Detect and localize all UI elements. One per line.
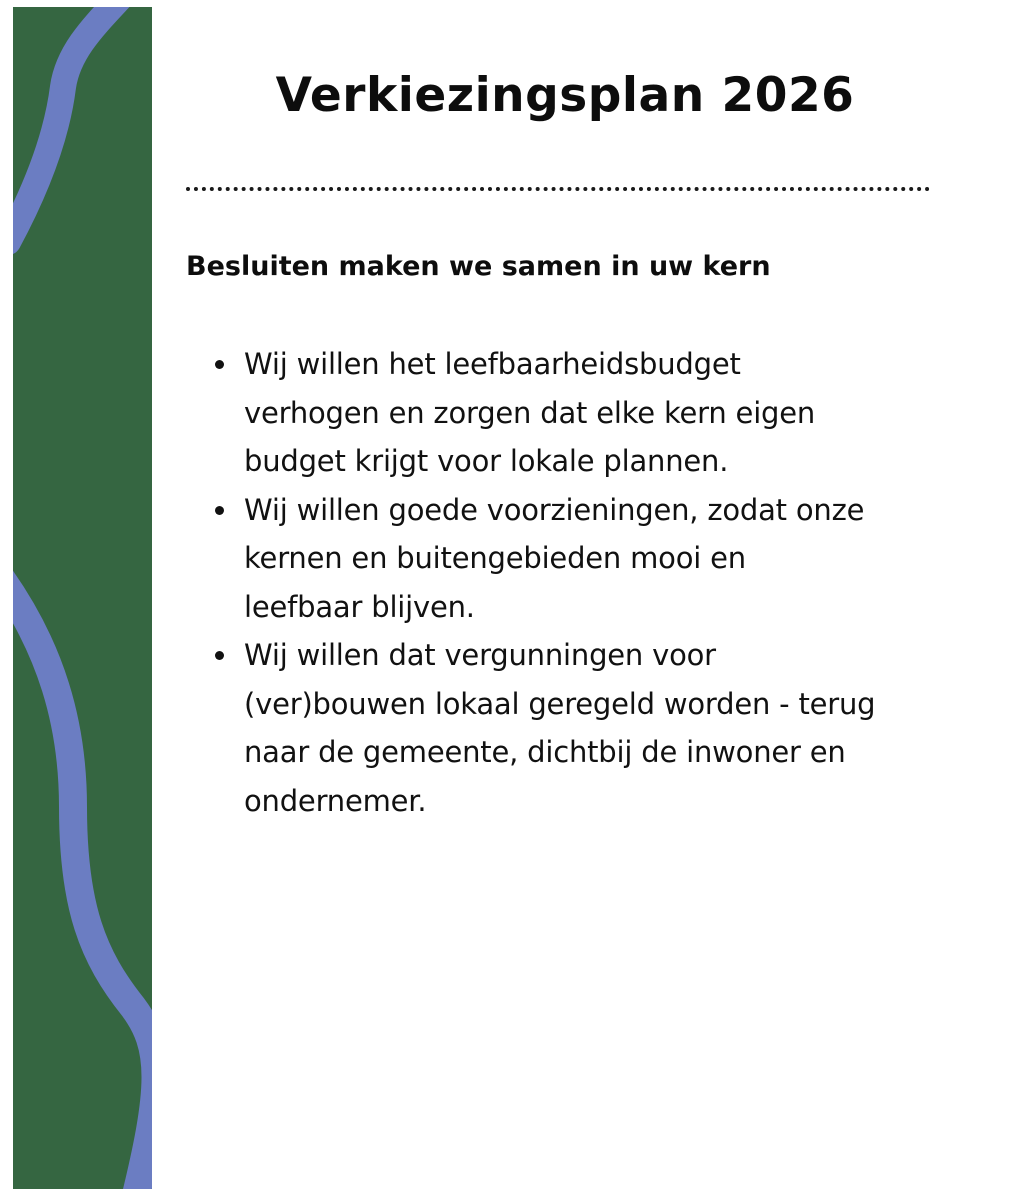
bullet-icon: [215, 651, 224, 660]
bullet-icon: [215, 360, 224, 369]
list-item-line: Wij willen dat vergunningen voor: [244, 638, 716, 672]
bullet-list: [244, 340, 964, 825]
list-item: [244, 486, 964, 632]
list-item-line: Wij willen het leefbaarheidsbudget: [244, 347, 741, 381]
list-item-line: verhogen en zorgen dat elke kern eigen: [244, 395, 816, 430]
section-subtitle: Besluiten maken we samen in uw kern: [186, 251, 771, 282]
list-item-line: ondernemer.: [244, 783, 427, 818]
list-item: [244, 340, 964, 486]
bullet-icon: [215, 506, 224, 515]
page-title: Verkiezingsplan 2026: [275, 68, 855, 123]
list-item-line: budget krijgt voor lokale plannen.: [244, 444, 729, 478]
decorative-side-band: [13, 7, 152, 1189]
list-item-line: Wij willen goede voorzieningen, zodat onze: [244, 492, 865, 527]
list-item-line: leefbaar blijven.: [244, 589, 475, 624]
list-item-line: (ver)bouwen lokaal geregeld worden - terug: [244, 686, 876, 721]
list-item: [244, 631, 964, 825]
wave-graphic: [13, 7, 152, 1189]
list-item-line: kernen en buitengebieden mooi en: [244, 541, 746, 575]
dotted-divider: [186, 187, 930, 191]
list-item-line: naar de gemeente, dichtbij de inwoner en: [244, 735, 846, 769]
